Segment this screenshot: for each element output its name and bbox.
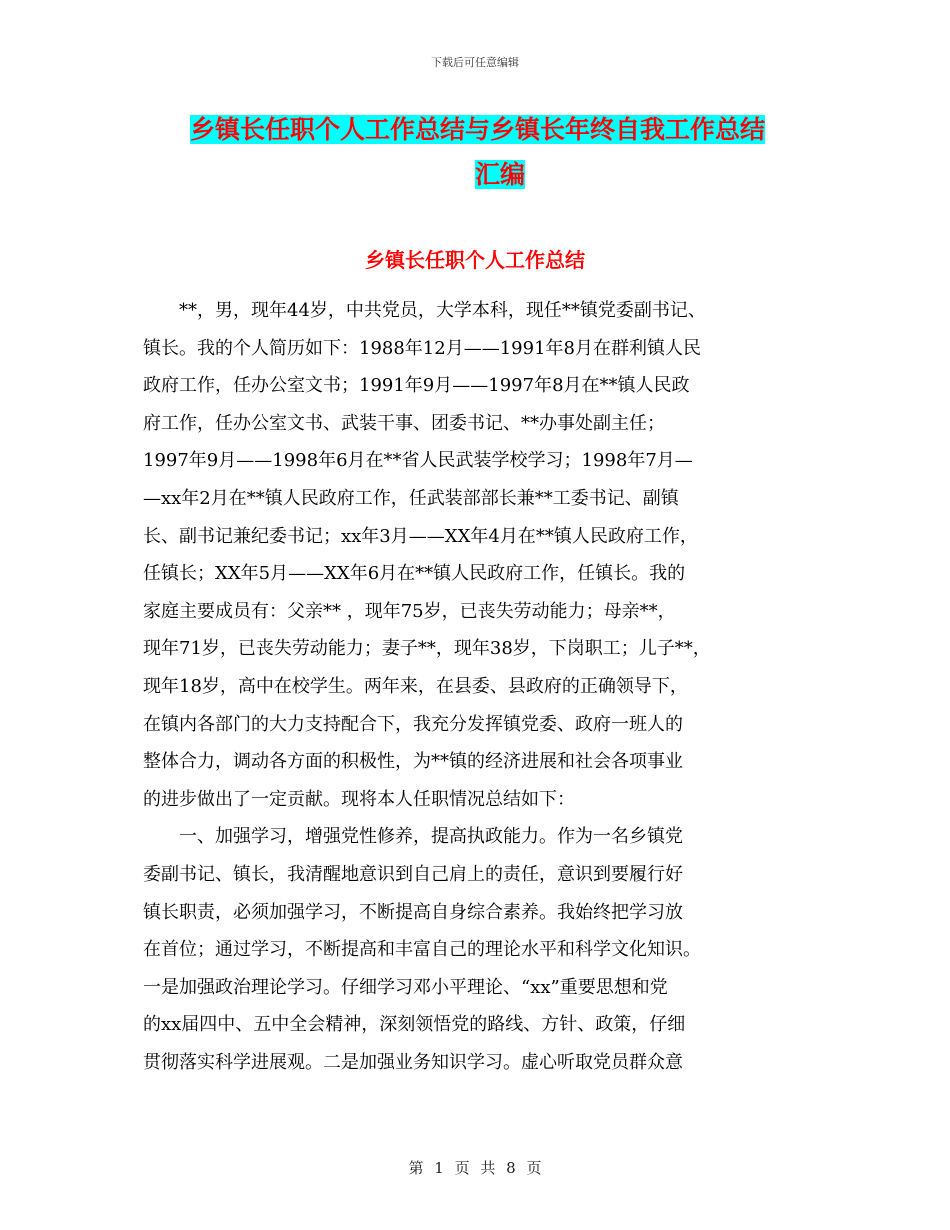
page-footer: 第 1 页 共 8 页 — [408, 1159, 542, 1177]
body-paragraphs — [143, 292, 833, 1081]
body-line: 的进步做出了一定贡献。现将本人任职情况总结如下： — [143, 788, 575, 810]
body-line: 长、副书记兼纪委书记；xx年3月——XX年4月在**镇人民政府工作， — [143, 525, 698, 547]
body-line: 政府工作，任办公室文书；1991年9月——1997年8月在**镇人民政 — [143, 375, 690, 397]
document-title-line-2 — [190, 152, 810, 198]
body-line: 在首位；通过学习，不断提高和丰富自己的理论水平和科学文化知识。 — [143, 939, 701, 961]
document-title-line-1 — [190, 107, 810, 153]
header-note: 下载后可任意编辑 — [431, 56, 519, 69]
body-line: 一、加强学习，增强党性修养，提高执政能力。作为一名乡镇党 — [143, 826, 683, 848]
body-line: 贯彻落实科学进展观。二是加强业务知识学习。虚心听取党员群众意 — [143, 1051, 683, 1073]
body-line: 委副书记、镇长，我清醒地意识到自己肩上的责任，意识到要履行好 — [143, 863, 683, 885]
document-title-text-1: 乡镇长任职个人工作总结与乡镇长年终自我工作总结 — [190, 115, 766, 144]
body-line: 镇长职责，必须加强学习，不断提高自身综合素养。我始终把学习放 — [143, 901, 683, 923]
body-line: 家庭主要成员有：父亲** ，现年75岁，已丧失劳动能力；母亲**， — [143, 600, 676, 622]
body-line: —xx年2月在**镇人民政府工作，任武装部部长兼**工委书记、副镇 — [143, 487, 679, 509]
document-title-text-2: 汇编 — [474, 160, 525, 189]
body-line: 一是加强政治理论学习。仔细学习邓小平理论、“xx”重要思想和党 — [143, 976, 668, 998]
body-line: 的xx届四中、五中全会精神，深刻领悟党的路线、方针、政策，仔细 — [143, 1014, 686, 1036]
section-title: 乡镇长任职个人工作总结 — [365, 248, 585, 272]
body-line: 镇长。我的个人简历如下：1988年12月——1991年8月在群利镇人民 — [143, 337, 701, 359]
body-line: 府工作，任办公室文书、武装干事、团委书记、**办事处副主任； — [143, 412, 665, 434]
body-line: 在镇内各部门的大力支持配合下，我充分发挥镇党委、政府一班人的 — [143, 713, 683, 735]
body-line: 1997年9月——1998年6月在**省人民武装学校学习；1998年7月— — [143, 450, 693, 472]
body-line: 整体合力，调动各方面的积极性，为**镇的经济进展和社会各项事业 — [143, 751, 683, 773]
body-line: 现年18岁，高中在校学生。两年来，在县委、县政府的正确领导下， — [143, 675, 688, 697]
body-line: 任镇长；XX年5月——XX年6月在**镇人民政府工作，任镇长。我的 — [143, 563, 686, 585]
body-line: 现年71岁，已丧失劳动能力；妻子**，现年38岁，下岗职工；儿子**， — [143, 638, 711, 660]
body-line: **，男，现年44岁，中共党员，大学本科，现任**镇党委副书记、 — [143, 300, 706, 321]
